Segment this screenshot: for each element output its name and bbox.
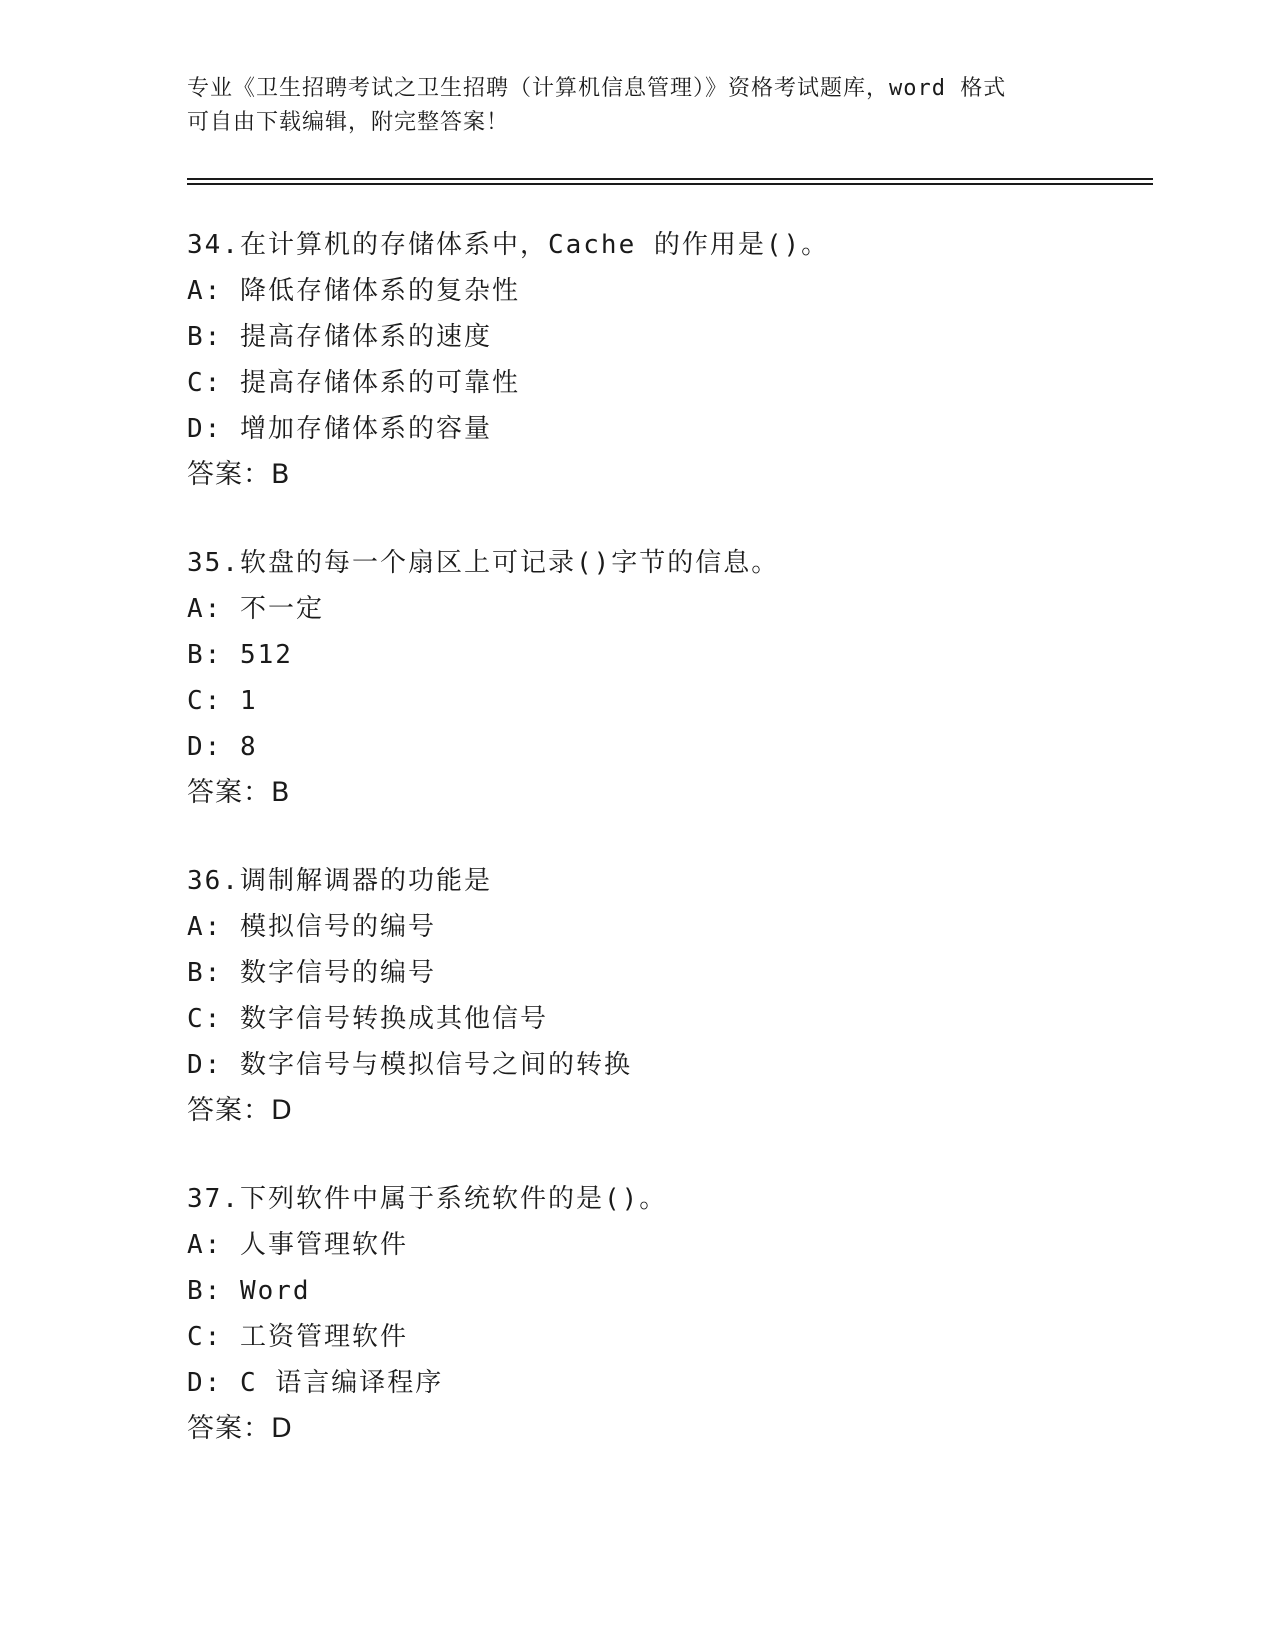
question-36 <box>187 858 1167 1134</box>
option-b: B: 数字信号的编号 <box>187 958 436 988</box>
option-c: C: 工资管理软件 <box>187 1322 408 1352</box>
option-c: C: 1 <box>187 686 258 716</box>
option-b: B: Word <box>187 1276 311 1306</box>
option-c: C: 数字信号转换成其他信号 <box>187 1004 548 1034</box>
option-c: C: 提高存储体系的可靠性 <box>187 368 520 398</box>
option-a: A: 降低存储体系的复杂性 <box>187 276 520 306</box>
option-a: A: 模拟信号的编号 <box>187 912 436 942</box>
question-stem: 34.在计算机的存储体系中，Cache 的作用是()。 <box>187 230 830 260</box>
header-divider-bottom <box>187 183 1153 185</box>
answer-label: 答案：B <box>187 777 291 808</box>
option-d: D: C 语言编译程序 <box>187 1368 444 1398</box>
question-stem: 37.下列软件中属于系统软件的是()。 <box>187 1184 668 1214</box>
option-a: A: 人事管理软件 <box>187 1230 408 1260</box>
option-d: D: 数字信号与模拟信号之间的转换 <box>187 1050 632 1080</box>
header-line-2: 可自由下载编辑，附完整答案！ <box>187 110 510 135</box>
option-b: B: 提高存储体系的速度 <box>187 322 492 352</box>
answer-label: 答案：D <box>187 1413 293 1444</box>
question-35 <box>187 540 1167 816</box>
option-d: D: 增加存储体系的容量 <box>187 414 492 444</box>
question-stem: 35.软盘的每一个扇区上可记录()字节的信息。 <box>187 548 780 578</box>
option-d: D: 8 <box>187 732 258 762</box>
option-a: A: 不一定 <box>187 594 324 624</box>
answer-label: 答案：B <box>187 459 291 490</box>
answer-label: 答案：D <box>187 1095 293 1126</box>
header-line-1: 专业《卫生招聘考试之卫生招聘（计算机信息管理）》资格考试题库，word 格式 <box>187 76 1007 101</box>
header-divider-top <box>187 178 1153 180</box>
question-37 <box>187 1176 1167 1452</box>
option-b: B: 512 <box>187 640 293 670</box>
question-stem: 36.调制解调器的功能是 <box>187 866 492 896</box>
document-header <box>187 72 1087 140</box>
question-34 <box>187 222 1167 498</box>
